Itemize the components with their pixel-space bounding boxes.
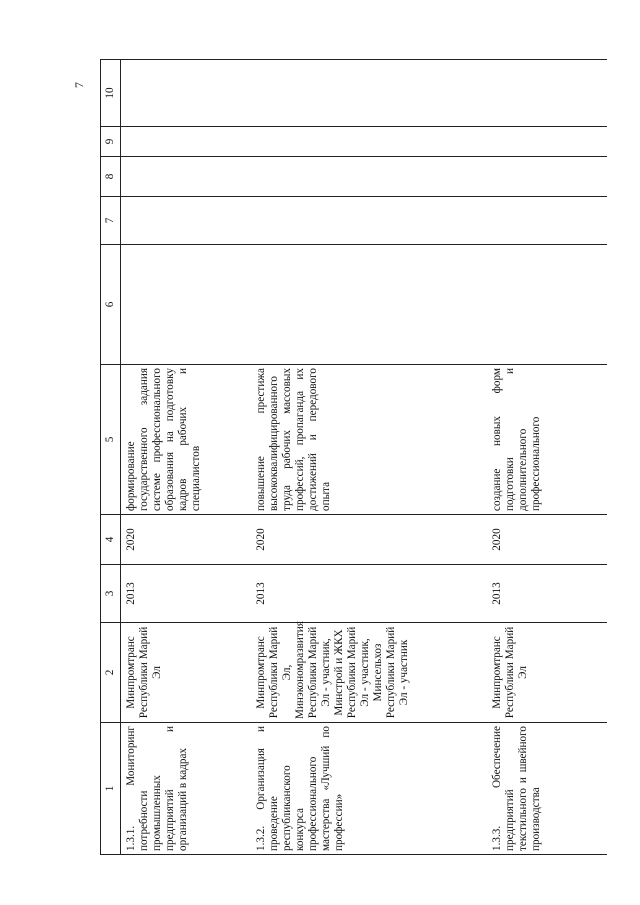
column-header-5: 5 — [101, 365, 121, 515]
measure-name: 1.3.2. Организация и проведение республиканского конкурса профессионального мастерства «Лучший по профессии» — [251, 723, 487, 855]
end-year: 2020 — [251, 515, 487, 565]
empty-cell — [487, 127, 607, 157]
start-year: 2013 — [487, 565, 607, 623]
column-header-2: 2 — [101, 623, 121, 723]
expected-result: формирование государственного задания системе профессионального образования на подготовку кадров рабочих и специалистов — [121, 365, 251, 515]
column-header-10: 10 — [101, 60, 121, 127]
end-year: 2020 — [487, 515, 607, 565]
page-number: 7 — [72, 82, 86, 88]
empty-cell — [487, 197, 607, 245]
rotated-table-wrapper — [100, 60, 542, 855]
executor: Минпромтранс Республики Марий Эл, Минэкономразвития Республики Марий Эл - участник, Минстрой и ЖКХ Республики Марий Эл - участник, Минсельхоз Республики Марий Эл - участник — [251, 623, 487, 723]
column-header-7: 7 — [101, 197, 121, 245]
column-header-3: 3 — [101, 565, 121, 623]
column-header-6: 6 — [101, 245, 121, 365]
measure-name: 1.3.1. Мониторинг потребности промышленных предприятий и организаций в кадрах — [121, 723, 251, 855]
table-row — [487, 60, 607, 855]
empty-cell — [251, 245, 487, 365]
executor: Минпромтранс Республики Марий Эл — [487, 623, 607, 723]
end-year: 2020 — [121, 515, 251, 565]
empty-cell — [487, 245, 607, 365]
empty-cell — [251, 197, 487, 245]
measure-name: 1.3.3. Обеспечение предприятий текстильного и швейного производства — [487, 723, 607, 855]
empty-cell — [487, 157, 607, 197]
empty-cell — [121, 197, 251, 245]
empty-cell — [121, 157, 251, 197]
empty-cell — [487, 60, 607, 127]
column-number-row — [101, 60, 121, 855]
empty-cell — [121, 127, 251, 157]
table-row — [251, 60, 487, 855]
executor: Минпромтранс Республики Марий Эл — [121, 623, 251, 723]
table-row — [121, 60, 251, 855]
empty-cell — [251, 60, 487, 127]
start-year: 2013 — [251, 565, 487, 623]
empty-cell — [251, 127, 487, 157]
empty-cell — [121, 60, 251, 127]
expected-result: повышение престижа высококвалифицированного труда рабочих массовых профессий, пропаганда их достижений и передового опыта — [251, 365, 487, 515]
column-header-1: 1 — [101, 723, 121, 855]
column-header-4: 4 — [101, 515, 121, 565]
column-header-8: 8 — [101, 157, 121, 197]
start-year: 2013 — [121, 565, 251, 623]
expected-result: создание новых форм подготовки и дополнительного профессионального — [487, 365, 607, 515]
empty-cell — [251, 157, 487, 197]
empty-cell — [121, 245, 251, 365]
column-header-9: 9 — [101, 127, 121, 157]
program-measures-table — [100, 59, 607, 855]
